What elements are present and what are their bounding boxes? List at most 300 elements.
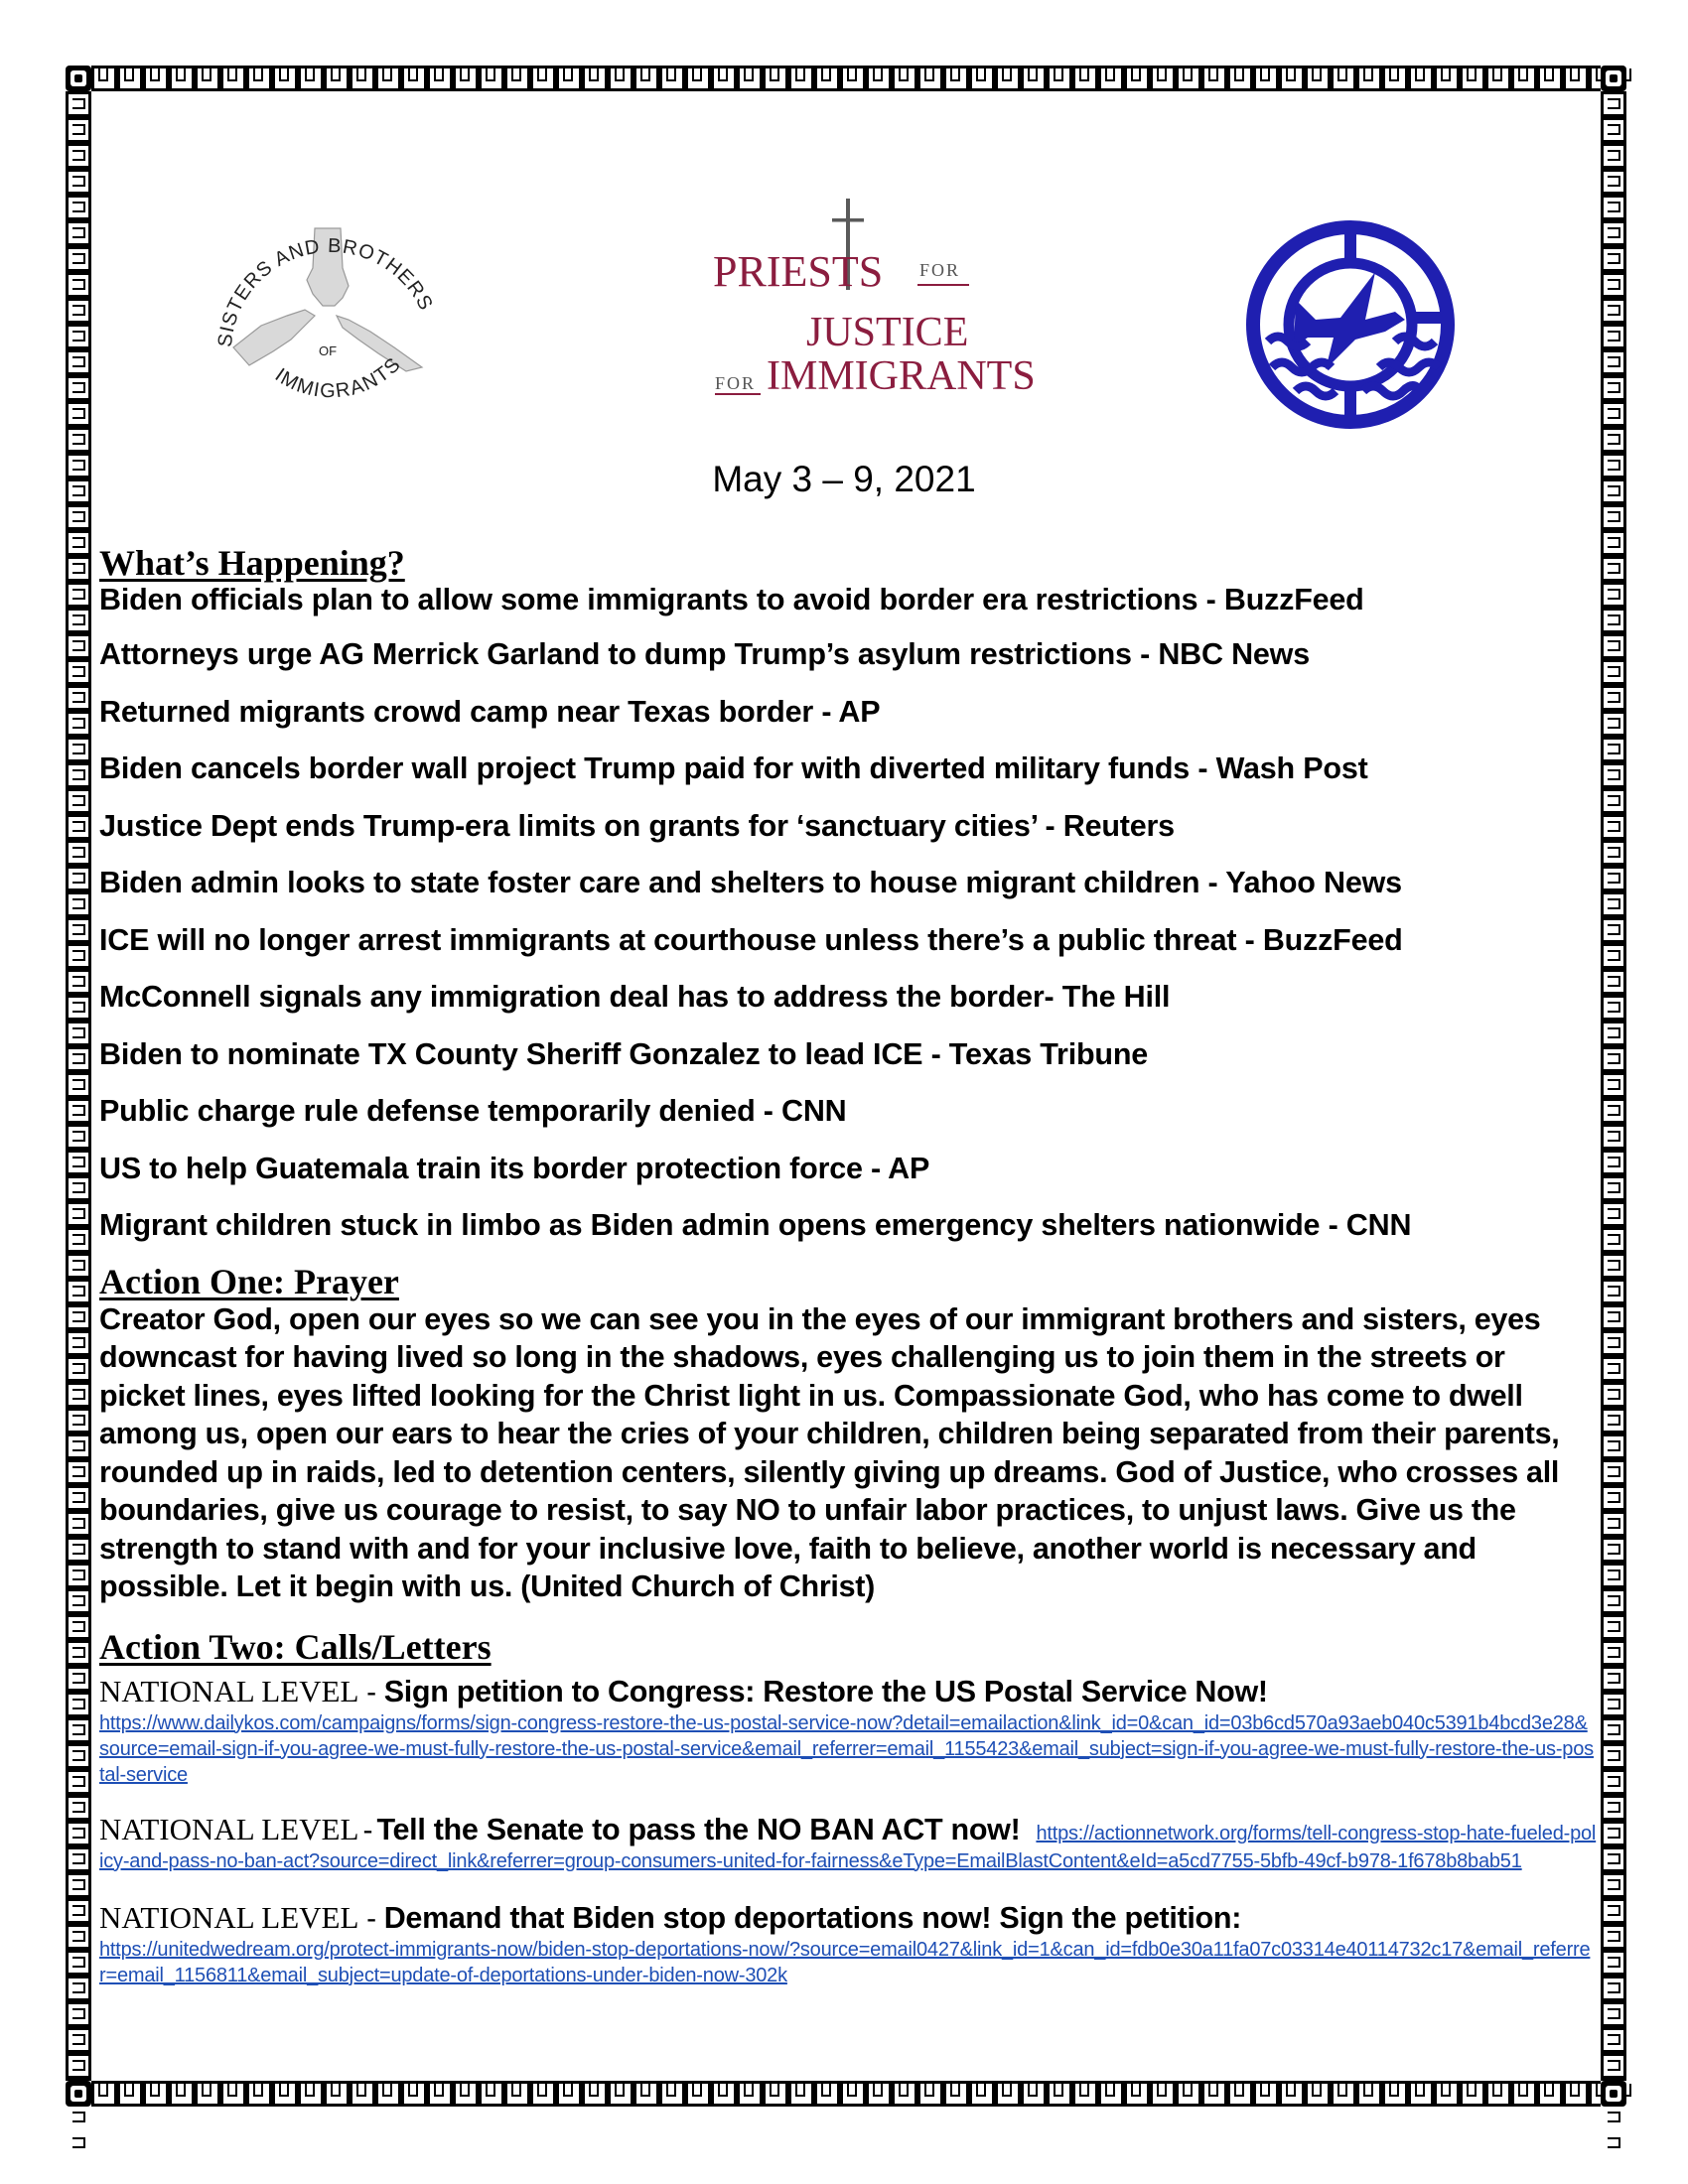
dove-icon bbox=[1246, 220, 1455, 429]
greek-key-tile bbox=[66, 891, 91, 917]
greek-key-tile bbox=[1601, 1666, 1626, 1692]
greek-key-tile bbox=[66, 143, 91, 169]
action-item-postal-service bbox=[99, 1674, 1599, 1788]
greek-key-tile bbox=[1601, 1459, 1626, 1485]
greek-key-tile bbox=[1201, 2081, 1227, 2107]
greek-key-tile bbox=[1601, 143, 1626, 169]
news-item: Public charge rule defense temporarily denied - CNN bbox=[99, 1094, 847, 1128]
greek-key-tile bbox=[324, 2081, 350, 2107]
greek-key-tile bbox=[66, 943, 91, 969]
greek-key-tile bbox=[66, 1614, 91, 1640]
greek-key-tile bbox=[66, 788, 91, 814]
greek-key-tile bbox=[1227, 2081, 1253, 2107]
greek-key-tile bbox=[866, 66, 892, 91]
greek-key-tile bbox=[66, 117, 91, 143]
border-top bbox=[91, 66, 1601, 91]
greek-key-tile bbox=[1601, 2130, 1626, 2156]
greek-key-tile bbox=[1601, 1614, 1626, 1640]
greek-key-tile bbox=[66, 1046, 91, 1072]
greek-key-tile bbox=[143, 66, 169, 91]
greek-key-tile bbox=[1072, 66, 1098, 91]
priests-for-justice-logo bbox=[685, 199, 1036, 399]
greek-key-tile bbox=[556, 66, 582, 91]
greek-key-tile bbox=[195, 66, 220, 91]
greek-key-tile bbox=[66, 1872, 91, 1898]
greek-key-tile bbox=[1408, 66, 1434, 91]
greek-key-tile bbox=[1434, 66, 1460, 91]
greek-key-tile bbox=[66, 2027, 91, 2053]
border-corner-icon bbox=[66, 2081, 91, 2107]
greek-key-tile bbox=[66, 1717, 91, 1743]
greek-key-tile bbox=[1124, 2081, 1150, 2107]
greek-key-tile bbox=[66, 530, 91, 556]
greek-key-tile bbox=[1601, 1537, 1626, 1563]
news-item: Returned migrants crowd camp near Texas border - AP bbox=[99, 694, 881, 729]
greek-key-tile bbox=[117, 66, 143, 91]
greek-key-tile bbox=[1601, 1072, 1626, 1098]
greek-key-tile bbox=[504, 2081, 530, 2107]
logo-line3: IMMIGRANTS bbox=[767, 353, 1036, 399]
greek-key-tile bbox=[66, 1098, 91, 1124]
greek-key-tile bbox=[840, 2081, 866, 2107]
greek-key-tile bbox=[66, 1175, 91, 1201]
greek-key-tile bbox=[66, 969, 91, 995]
greek-key-tile bbox=[1601, 504, 1626, 530]
greek-key-tile bbox=[608, 2081, 633, 2107]
greek-key-tile bbox=[66, 582, 91, 608]
logo-for-1: FOR bbox=[919, 260, 961, 280]
greek-key-tile bbox=[1601, 220, 1626, 246]
greek-key-tile bbox=[91, 2081, 117, 2107]
greek-key-tile bbox=[66, 1021, 91, 1046]
greek-key-tile bbox=[1601, 1898, 1626, 1924]
greek-key-tile bbox=[66, 737, 91, 762]
greek-key-tile bbox=[659, 2081, 685, 2107]
greek-key-tile bbox=[246, 66, 272, 91]
greek-key-tile bbox=[220, 2081, 246, 2107]
greek-key-tile bbox=[1563, 2081, 1589, 2107]
greek-key-tile bbox=[1601, 1227, 1626, 1253]
greek-key-tile bbox=[66, 375, 91, 401]
greek-key-tile bbox=[866, 2081, 892, 2107]
greek-key-tile bbox=[1601, 1769, 1626, 1795]
greek-key-tile bbox=[1601, 762, 1626, 788]
greek-key-tile bbox=[1305, 2081, 1331, 2107]
greek-key-tile bbox=[453, 2081, 479, 2107]
border-corner-icon bbox=[1601, 2081, 1626, 2107]
greek-key-tile bbox=[401, 2081, 427, 2107]
greek-key-tile bbox=[66, 1253, 91, 1279]
news-item: Justice Dept ends Trump-era limits on grants for ‘sanctuary cities’ - Reuters bbox=[99, 808, 1175, 843]
greek-key-tile bbox=[1601, 969, 1626, 995]
news-item: ICE will no longer arrest immigrants at courthouse unless there’s a public threat - BuzzFeed bbox=[99, 922, 1403, 957]
greek-key-tile bbox=[1601, 1304, 1626, 1330]
greek-key-tile bbox=[66, 2105, 91, 2130]
greek-key-tile bbox=[1305, 66, 1331, 91]
greek-key-tile bbox=[1485, 2081, 1511, 2107]
petition-link[interactable]: https://unitedwedream.org/protect-immigrants-now/biden-stop-deportations-now/?source=email0427&link_id=1&can_id=fdb0e30a11fa07c03314e40114732c17&email_referrer=email_1156811&email_subject=update-of-deportations-under-biden-now-302k bbox=[99, 1938, 1591, 1986]
greek-key-tile bbox=[453, 66, 479, 91]
greek-key-tile bbox=[66, 1201, 91, 1227]
greek-key-tile bbox=[1408, 2081, 1434, 2107]
greek-key-tile bbox=[66, 1795, 91, 1821]
greek-key-tile bbox=[737, 2081, 763, 2107]
greek-key-tile bbox=[427, 2081, 453, 2107]
greek-key-tile bbox=[1279, 66, 1305, 91]
greek-key-tile bbox=[1601, 427, 1626, 453]
news-list bbox=[99, 582, 1599, 1255]
news-item: US to help Guatemala train its border protection force - AP bbox=[99, 1151, 930, 1185]
greek-key-tile bbox=[840, 66, 866, 91]
greek-key-tile bbox=[1485, 66, 1511, 91]
svg-text:IMMIGRANTS bbox=[271, 353, 406, 403]
greek-key-tile bbox=[66, 169, 91, 195]
logo-line2: JUSTICE bbox=[806, 310, 969, 355]
greek-key-tile bbox=[1601, 1640, 1626, 1666]
greek-key-tile bbox=[66, 1382, 91, 1408]
petition-link[interactable]: https://www.dailykos.com/campaigns/forms/sign-congress-restore-the-us-postal-service-now?detail=emailaction&link_id=0&can_id=03b6cd570a93aeb040c5391b4bcd3e28&source=email-sign-if-you-agree-we-must-fully-restore-the-us-postal-service&email_referrer=email_1155423&email_subject=sign-if-you-agree-we-must-fully-restore-the-us-postal-service bbox=[99, 1711, 1594, 1786]
logo-top-text: SISTERS AND BROTHERS bbox=[213, 234, 438, 348]
greek-key-tile bbox=[1098, 66, 1124, 91]
greek-key-tile bbox=[969, 2081, 995, 2107]
greek-key-tile bbox=[917, 66, 943, 91]
action-two-heading: Action Two: Calls/Letters bbox=[99, 1626, 492, 1667]
greek-key-tile bbox=[1601, 891, 1626, 917]
greek-key-tile bbox=[66, 1950, 91, 1976]
greek-key-tile bbox=[1356, 2081, 1382, 2107]
greek-key-tile bbox=[66, 1304, 91, 1330]
greek-key-tile bbox=[66, 1666, 91, 1692]
petition-link[interactable]: https://actionnetwork.org/forms/tell-congress-stop-hate-fueled-policy-and-pass-no-ban-act?source=direct_link&referrer=group-consumers-united-for-fairness&eType=EmailBlastContent&eId=a5cd7755-5bfb-49cf-b978-1f678b8bab51 bbox=[99, 1822, 1597, 1872]
border-corner-icon bbox=[66, 66, 91, 91]
greek-key-tile bbox=[582, 66, 608, 91]
greek-key-tile bbox=[1021, 2081, 1047, 2107]
greek-key-tile bbox=[969, 66, 995, 91]
greek-key-tile bbox=[66, 2130, 91, 2156]
separator: - bbox=[366, 1901, 377, 1935]
action-text: Tell the Senate to pass the NO BAN ACT now! bbox=[376, 1812, 1021, 1846]
greek-key-tile bbox=[1601, 1485, 1626, 1511]
greek-key-tile bbox=[66, 195, 91, 220]
greek-key-tile bbox=[350, 66, 375, 91]
greek-key-tile bbox=[479, 66, 504, 91]
greek-key-tile bbox=[66, 1640, 91, 1666]
greek-key-tile bbox=[1601, 1356, 1626, 1382]
greek-key-tile bbox=[1601, 91, 1626, 117]
greek-key-tile bbox=[943, 2081, 969, 2107]
greek-key-tile bbox=[246, 2081, 272, 2107]
greek-key-tile bbox=[66, 1563, 91, 1588]
news-item: Migrant children stuck in limbo as Biden admin opens emergency shelters nationwide - CNN bbox=[99, 1208, 1412, 1242]
greek-key-tile bbox=[1434, 2081, 1460, 2107]
greek-key-tile bbox=[479, 2081, 504, 2107]
greek-key-tile bbox=[1601, 1950, 1626, 1976]
whats-happening-heading: What’s Happening? bbox=[99, 543, 405, 583]
greek-key-tile bbox=[1072, 2081, 1098, 2107]
greek-key-tile bbox=[1537, 66, 1563, 91]
greek-key-tile bbox=[1176, 2081, 1201, 2107]
greek-key-tile bbox=[1601, 298, 1626, 324]
greek-key-tile bbox=[633, 2081, 659, 2107]
greek-key-tile bbox=[1150, 66, 1176, 91]
greek-key-tile bbox=[66, 220, 91, 246]
greek-key-tile bbox=[1253, 2081, 1279, 2107]
greek-key-tile bbox=[66, 866, 91, 891]
greek-key-tile bbox=[1601, 195, 1626, 220]
greek-key-tile bbox=[1511, 66, 1537, 91]
separator: - bbox=[366, 1675, 377, 1708]
news-item: Biden to nominate TX County Sheriff Gonzalez to lead ICE - Texas Tribune bbox=[99, 1036, 1149, 1071]
greek-key-tile bbox=[1601, 1330, 1626, 1356]
greek-key-tile bbox=[1601, 556, 1626, 582]
greek-key-tile bbox=[1601, 1924, 1626, 1950]
greek-key-tile bbox=[1331, 66, 1356, 91]
greek-key-tile bbox=[1601, 685, 1626, 711]
greek-key-tile bbox=[91, 66, 117, 91]
greek-key-tile bbox=[66, 1588, 91, 1614]
prayer-text: Creator God, open our eyes so we can see you in the eyes of our immigrant brothers and sisters, eyes downcast for having lived so long in the shadows, eyes challenging us to join them in the streets or picket lines, eyes lifted looking for the Christ light in us. Compassionate God, who has come to dwell among us, open our ears to hear the cries of your children, children being separated from their parents, rounded up in raids, led to detention centers, silently giving up dreams. God of Justice, who crosses all boundaries, give us courage to resist, to say NO to unfair labor practices, to unjust laws. Give us the strength to stand with and for your inclusive love, faith to believe, another world is necessary and possible. Let it begin with us. (United Church of Christ) bbox=[99, 1301, 1560, 1603]
greek-key-tile bbox=[1601, 1253, 1626, 1279]
logo-line1: PRIESTS bbox=[713, 247, 884, 296]
greek-key-tile bbox=[272, 66, 298, 91]
greek-key-tile bbox=[66, 685, 91, 711]
greek-key-tile bbox=[685, 66, 711, 91]
greek-key-tile bbox=[1047, 66, 1072, 91]
greek-key-tile bbox=[1601, 2053, 1626, 2079]
action-item-no-ban-act bbox=[99, 1812, 1599, 1876]
level-label: NATIONAL LEVEL bbox=[99, 1673, 359, 1708]
dove-emblem-logo bbox=[1246, 220, 1455, 429]
greek-key-tile bbox=[1537, 2081, 1563, 2107]
greek-key-tile bbox=[1601, 814, 1626, 840]
greek-key-tile bbox=[1601, 1150, 1626, 1175]
level-label: NATIONAL LEVEL bbox=[99, 1899, 359, 1935]
date-range: May 3 – 9, 2021 bbox=[712, 459, 976, 499]
news-item: Biden officials plan to allow some immigrants to avoid border era restrictions - BuzzFeed bbox=[99, 583, 1364, 616]
greek-key-tile bbox=[1124, 66, 1150, 91]
greek-key-tile bbox=[1601, 995, 1626, 1021]
greek-key-tile bbox=[66, 1356, 91, 1382]
greek-key-tile bbox=[1601, 324, 1626, 349]
greek-key-tile bbox=[66, 272, 91, 298]
greek-key-tile bbox=[1601, 1743, 1626, 1769]
greek-key-tile bbox=[169, 2081, 195, 2107]
greek-key-tile bbox=[556, 2081, 582, 2107]
greek-key-tile bbox=[1601, 1588, 1626, 1614]
greek-key-tile bbox=[1601, 1821, 1626, 1846]
greek-key-tile bbox=[608, 66, 633, 91]
greek-key-tile bbox=[66, 1150, 91, 1175]
greek-key-tile bbox=[1382, 2081, 1408, 2107]
greek-key-tile bbox=[1601, 169, 1626, 195]
greek-key-tile bbox=[143, 2081, 169, 2107]
greek-key-tile bbox=[995, 66, 1021, 91]
greek-key-tile bbox=[1601, 1872, 1626, 1898]
border-left bbox=[66, 91, 91, 2081]
greek-key-tile bbox=[1382, 66, 1408, 91]
greek-key-tile bbox=[1601, 1201, 1626, 1227]
greek-key-tile bbox=[66, 608, 91, 633]
greek-key-tile bbox=[1601, 2105, 1626, 2130]
greek-key-tile bbox=[1601, 1433, 1626, 1459]
greek-key-tile bbox=[66, 2053, 91, 2079]
greek-key-tile bbox=[1601, 866, 1626, 891]
greek-key-tile bbox=[1511, 2081, 1537, 2107]
separator: - bbox=[362, 1813, 373, 1846]
greek-key-tile bbox=[66, 917, 91, 943]
greek-key-tile bbox=[66, 427, 91, 453]
greek-key-tile bbox=[1601, 1046, 1626, 1072]
logo-bottom-text: IMMIGRANTS bbox=[270, 352, 406, 403]
greek-key-tile bbox=[220, 66, 246, 91]
greek-key-tile bbox=[1601, 1846, 1626, 1872]
greek-key-tile bbox=[66, 1124, 91, 1150]
logo-middle-text: OF bbox=[318, 343, 338, 358]
border-corner-icon bbox=[1601, 66, 1626, 91]
greek-key-tile bbox=[1601, 117, 1626, 143]
greek-key-tile bbox=[1098, 2081, 1124, 2107]
greek-key-tile bbox=[1601, 349, 1626, 375]
greek-key-tile bbox=[1047, 2081, 1072, 2107]
action-one-heading: Action One: Prayer bbox=[99, 1261, 399, 1301]
greek-key-tile bbox=[1601, 2001, 1626, 2027]
greek-key-tile bbox=[1356, 66, 1382, 91]
level-label: NATIONAL LEVEL bbox=[99, 1811, 359, 1846]
greek-key-tile bbox=[530, 66, 556, 91]
greek-key-tile bbox=[66, 246, 91, 272]
greek-key-tile bbox=[685, 2081, 711, 2107]
border-bottom bbox=[91, 2081, 1601, 2107]
action-text: Demand that Biden stop deportations now! Sign the petition: bbox=[383, 1900, 1242, 1935]
greek-key-tile bbox=[1201, 66, 1227, 91]
greek-key-tile bbox=[66, 91, 91, 117]
sisters-and-brothers-logo bbox=[204, 199, 452, 437]
greek-key-tile bbox=[1601, 530, 1626, 556]
greek-key-tile bbox=[504, 66, 530, 91]
greek-key-tile bbox=[1227, 66, 1253, 91]
greek-key-tile bbox=[401, 66, 427, 91]
greek-key-tile bbox=[814, 2081, 840, 2107]
greek-key-tile bbox=[66, 349, 91, 375]
greek-key-tile bbox=[1601, 711, 1626, 737]
greek-key-tile bbox=[66, 1846, 91, 1872]
greek-key-tile bbox=[66, 1433, 91, 1459]
greek-key-tile bbox=[66, 1898, 91, 1924]
greek-key-tile bbox=[1601, 1175, 1626, 1201]
greek-key-tile bbox=[1601, 608, 1626, 633]
greek-key-tile bbox=[995, 2081, 1021, 2107]
greek-key-tile bbox=[582, 2081, 608, 2107]
greek-key-tile bbox=[1601, 1098, 1626, 1124]
action-item-stop-deportations bbox=[99, 1900, 1599, 1988]
greek-key-tile bbox=[66, 1769, 91, 1795]
greek-key-tile bbox=[298, 66, 324, 91]
greek-key-tile bbox=[66, 814, 91, 840]
greek-key-tile bbox=[375, 2081, 401, 2107]
greek-key-tile bbox=[1601, 633, 1626, 659]
greek-key-tile bbox=[350, 2081, 375, 2107]
greek-key-tile bbox=[427, 66, 453, 91]
greek-key-tile bbox=[66, 659, 91, 685]
greek-key-tile bbox=[1601, 1717, 1626, 1743]
greek-key-tile bbox=[814, 66, 840, 91]
greek-key-tile bbox=[324, 66, 350, 91]
greek-key-tile bbox=[1176, 66, 1201, 91]
greek-key-tile bbox=[66, 1072, 91, 1098]
greek-key-tile bbox=[1601, 1279, 1626, 1304]
greek-key-tile bbox=[1021, 66, 1047, 91]
greek-key-tile bbox=[66, 1485, 91, 1511]
greek-key-tile bbox=[1460, 2081, 1485, 2107]
greek-key-tile bbox=[892, 2081, 917, 2107]
greek-key-tile bbox=[737, 66, 763, 91]
greek-key-tile bbox=[1601, 788, 1626, 814]
greek-key-tile bbox=[1601, 737, 1626, 762]
greek-key-tile bbox=[1601, 1692, 1626, 1717]
greek-key-tile bbox=[66, 1924, 91, 1950]
greek-key-tile bbox=[530, 2081, 556, 2107]
news-item: McConnell signals any immigration deal has to address the border- The Hill bbox=[99, 980, 1171, 1014]
border-right bbox=[1601, 91, 1626, 2081]
greek-key-tile bbox=[1331, 2081, 1356, 2107]
greek-key-tile bbox=[763, 66, 788, 91]
greek-key-tile bbox=[195, 2081, 220, 2107]
greek-key-tile bbox=[1601, 246, 1626, 272]
greek-key-tile bbox=[1601, 2027, 1626, 2053]
greek-key-tile bbox=[66, 1459, 91, 1485]
greek-key-tile bbox=[66, 1279, 91, 1304]
action-text: Sign petition to Congress: Restore the US Postal Service Now! bbox=[383, 1674, 1268, 1708]
greek-key-tile bbox=[1601, 943, 1626, 969]
logo-for-2: FOR bbox=[715, 373, 757, 393]
greek-key-tile bbox=[1601, 1382, 1626, 1408]
greek-key-tile bbox=[66, 762, 91, 788]
news-item: Biden cancels border wall project Trump paid for with diverted military funds - Wash Post bbox=[99, 751, 1368, 785]
greek-key-tile bbox=[66, 1692, 91, 1717]
greek-key-tile bbox=[917, 2081, 943, 2107]
greek-key-tile bbox=[1150, 2081, 1176, 2107]
greek-key-tile bbox=[1601, 659, 1626, 685]
greek-key-tile bbox=[117, 2081, 143, 2107]
news-item: Biden admin looks to state foster care and shelters to house migrant children - Yahoo News bbox=[99, 866, 1402, 899]
greek-key-tile bbox=[298, 2081, 324, 2107]
greek-key-tile bbox=[1601, 1124, 1626, 1150]
greek-key-tile bbox=[711, 66, 737, 91]
greek-key-tile bbox=[66, 556, 91, 582]
greek-key-tile bbox=[66, 1511, 91, 1537]
greek-key-tile bbox=[1601, 1511, 1626, 1537]
greek-key-tile bbox=[66, 711, 91, 737]
greek-key-tile bbox=[633, 66, 659, 91]
greek-key-tile bbox=[943, 66, 969, 91]
greek-key-tile bbox=[1601, 1021, 1626, 1046]
greek-key-tile bbox=[763, 2081, 788, 2107]
greek-key-tile bbox=[1601, 1976, 1626, 2001]
greek-key-tile bbox=[66, 1408, 91, 1433]
greek-key-tile bbox=[66, 324, 91, 349]
greek-key-tile bbox=[66, 1743, 91, 1769]
greek-key-tile bbox=[1253, 66, 1279, 91]
greek-key-tile bbox=[66, 1821, 91, 1846]
greek-key-tile bbox=[375, 66, 401, 91]
greek-key-tile bbox=[1601, 272, 1626, 298]
greek-key-tile bbox=[66, 504, 91, 530]
greek-key-tile bbox=[1601, 401, 1626, 427]
greek-key-tile bbox=[788, 66, 814, 91]
greek-key-tile bbox=[66, 995, 91, 1021]
greek-key-tile bbox=[169, 66, 195, 91]
greek-key-tile bbox=[66, 401, 91, 427]
